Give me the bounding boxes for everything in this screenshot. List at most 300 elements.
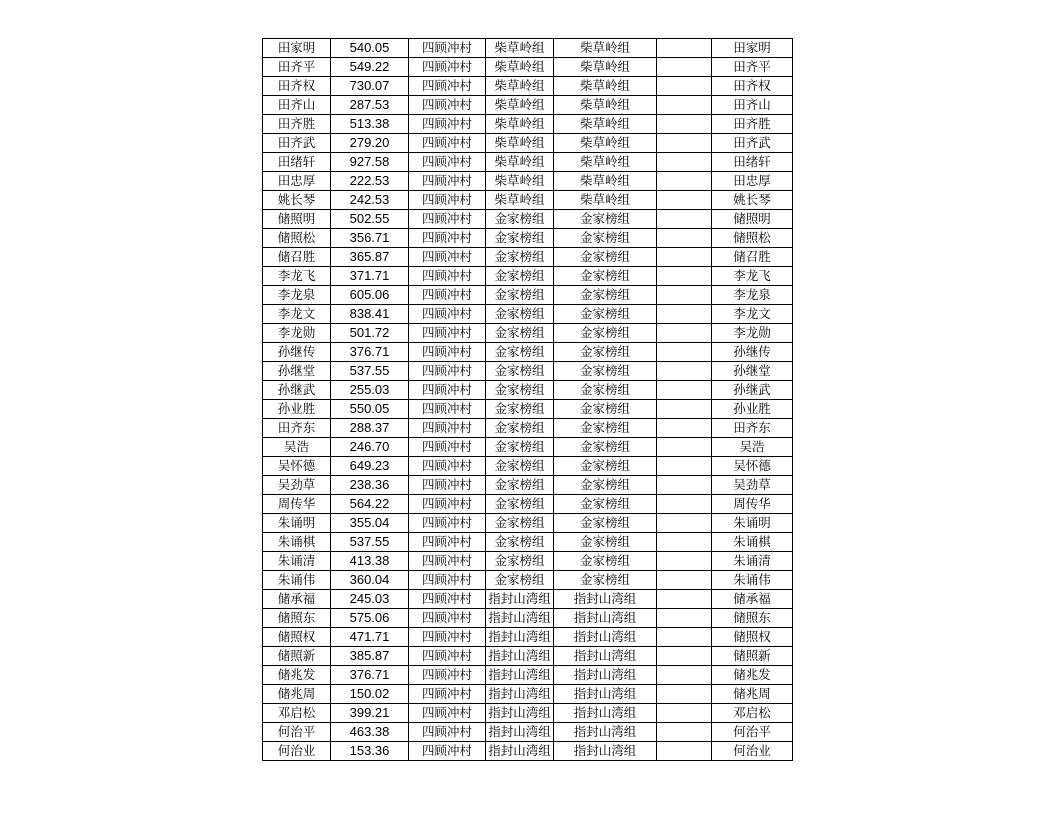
table-row: [263, 742, 793, 761]
village-cell: 四顾冲村: [409, 153, 486, 172]
area-cell: 360.04: [331, 571, 409, 590]
blank-cell: [657, 172, 712, 191]
owner-name-cell: 朱诵棋: [263, 533, 331, 552]
table-row: [263, 343, 793, 362]
owner-name-cell: 李龙泉: [263, 286, 331, 305]
owner-name-cell: 田齐东: [263, 419, 331, 438]
group-cell: 柴草岭组: [486, 39, 554, 58]
village-cell: 四顾冲村: [409, 77, 486, 96]
blank-cell: [657, 647, 712, 666]
blank-cell: [657, 305, 712, 324]
blank-cell: [657, 419, 712, 438]
owner-name-cell: 储照权: [263, 628, 331, 647]
area-cell: 550.05: [331, 400, 409, 419]
owner-name-cell: 李龙文: [263, 305, 331, 324]
village-cell: 四顾冲村: [409, 457, 486, 476]
village-cell: 四顾冲村: [409, 723, 486, 742]
blank-cell: [657, 704, 712, 723]
group-repeat-cell: 指封山湾组: [554, 704, 657, 723]
owner-name-cell: 周传华: [263, 495, 331, 514]
area-cell: 605.06: [331, 286, 409, 305]
village-cell: 四顾冲村: [409, 39, 486, 58]
table-row: [263, 438, 793, 457]
area-cell: 376.71: [331, 343, 409, 362]
owner-name-cell: 储照松: [263, 229, 331, 248]
area-cell: 287.53: [331, 96, 409, 115]
group-repeat-cell: 金家榜组: [554, 457, 657, 476]
table-row: [263, 533, 793, 552]
blank-cell: [657, 191, 712, 210]
owner-name-repeat-cell: 朱诵棋: [712, 533, 793, 552]
blank-cell: [657, 495, 712, 514]
group-cell: 金家榜组: [486, 476, 554, 495]
table-row: [263, 609, 793, 628]
table-row: [263, 628, 793, 647]
group-cell: 指封山湾组: [486, 609, 554, 628]
owner-name-cell: 田绪轩: [263, 153, 331, 172]
group-cell: 柴草岭组: [486, 96, 554, 115]
owner-name-repeat-cell: 田齐武: [712, 134, 793, 153]
table-row: [263, 248, 793, 267]
group-repeat-cell: 指封山湾组: [554, 647, 657, 666]
area-cell: 385.87: [331, 647, 409, 666]
blank-cell: [657, 457, 712, 476]
area-cell: 255.03: [331, 381, 409, 400]
group-cell: 柴草岭组: [486, 191, 554, 210]
group-repeat-cell: 金家榜组: [554, 381, 657, 400]
area-cell: 463.38: [331, 723, 409, 742]
owner-name-repeat-cell: 吴怀德: [712, 457, 793, 476]
owner-name-repeat-cell: 储召胜: [712, 248, 793, 267]
owner-name-repeat-cell: 孙继传: [712, 343, 793, 362]
village-cell: 四顾冲村: [409, 343, 486, 362]
village-cell: 四顾冲村: [409, 400, 486, 419]
group-cell: 柴草岭组: [486, 153, 554, 172]
owner-name-cell: 吴怀德: [263, 457, 331, 476]
area-cell: 246.70: [331, 438, 409, 457]
area-cell: 371.71: [331, 267, 409, 286]
table-row: [263, 419, 793, 438]
village-cell: 四顾冲村: [409, 476, 486, 495]
owner-name-repeat-cell: 邓启松: [712, 704, 793, 723]
group-cell: 金家榜组: [486, 229, 554, 248]
table-row: [263, 324, 793, 343]
owner-name-cell: 姚长琴: [263, 191, 331, 210]
table-row: [263, 381, 793, 400]
group-cell: 指封山湾组: [486, 628, 554, 647]
group-repeat-cell: 金家榜组: [554, 286, 657, 305]
area-cell: 238.36: [331, 476, 409, 495]
group-repeat-cell: 金家榜组: [554, 248, 657, 267]
owner-name-repeat-cell: 孙业胜: [712, 400, 793, 419]
group-cell: 金家榜组: [486, 495, 554, 514]
owner-name-repeat-cell: 田绪轩: [712, 153, 793, 172]
owner-name-repeat-cell: 储照松: [712, 229, 793, 248]
area-cell: 927.58: [331, 153, 409, 172]
village-cell: 四顾冲村: [409, 286, 486, 305]
owner-name-repeat-cell: 李龙勋: [712, 324, 793, 343]
village-cell: 四顾冲村: [409, 172, 486, 191]
village-cell: 四顾冲村: [409, 58, 486, 77]
area-cell: 153.36: [331, 742, 409, 761]
owner-name-repeat-cell: 孙继武: [712, 381, 793, 400]
group-cell: 金家榜组: [486, 438, 554, 457]
area-cell: 471.71: [331, 628, 409, 647]
blank-cell: [657, 343, 712, 362]
village-cell: 四顾冲村: [409, 647, 486, 666]
blank-cell: [657, 286, 712, 305]
area-cell: 356.71: [331, 229, 409, 248]
group-repeat-cell: 柴草岭组: [554, 58, 657, 77]
group-repeat-cell: 金家榜组: [554, 400, 657, 419]
blank-cell: [657, 362, 712, 381]
group-repeat-cell: 金家榜组: [554, 419, 657, 438]
group-repeat-cell: 柴草岭组: [554, 115, 657, 134]
village-cell: 四顾冲村: [409, 191, 486, 210]
group-cell: 金家榜组: [486, 419, 554, 438]
village-cell: 四顾冲村: [409, 685, 486, 704]
area-cell: 279.20: [331, 134, 409, 153]
group-cell: 指封山湾组: [486, 685, 554, 704]
table-row: [263, 704, 793, 723]
village-cell: 四顾冲村: [409, 419, 486, 438]
group-cell: 金家榜组: [486, 571, 554, 590]
group-cell: 金家榜组: [486, 457, 554, 476]
village-cell: 四顾冲村: [409, 628, 486, 647]
group-cell: 金家榜组: [486, 286, 554, 305]
area-cell: 564.22: [331, 495, 409, 514]
table-row: [263, 191, 793, 210]
table-row: [263, 115, 793, 134]
owner-name-cell: 何治业: [263, 742, 331, 761]
area-cell: 730.07: [331, 77, 409, 96]
land-registry-table: [262, 38, 793, 761]
owner-name-repeat-cell: 田齐山: [712, 96, 793, 115]
table-row: [263, 590, 793, 609]
owner-name-repeat-cell: 储照明: [712, 210, 793, 229]
group-repeat-cell: 金家榜组: [554, 362, 657, 381]
owner-name-cell: 孙继传: [263, 343, 331, 362]
owner-name-cell: 储召胜: [263, 248, 331, 267]
area-cell: 540.05: [331, 39, 409, 58]
group-repeat-cell: 指封山湾组: [554, 609, 657, 628]
group-cell: 柴草岭组: [486, 115, 554, 134]
group-cell: 金家榜组: [486, 305, 554, 324]
village-cell: 四顾冲村: [409, 438, 486, 457]
group-repeat-cell: 金家榜组: [554, 229, 657, 248]
group-cell: 柴草岭组: [486, 134, 554, 153]
group-repeat-cell: 金家榜组: [554, 533, 657, 552]
owner-name-cell: 田忠厚: [263, 172, 331, 191]
blank-cell: [657, 590, 712, 609]
group-cell: 指封山湾组: [486, 666, 554, 685]
blank-cell: [657, 115, 712, 134]
table-row: [263, 134, 793, 153]
blank-cell: [657, 96, 712, 115]
owner-name-cell: 田齐胜: [263, 115, 331, 134]
table-row: [263, 400, 793, 419]
area-cell: 649.23: [331, 457, 409, 476]
group-repeat-cell: 指封山湾组: [554, 666, 657, 685]
group-repeat-cell: 金家榜组: [554, 495, 657, 514]
owner-name-cell: 朱诵明: [263, 514, 331, 533]
group-cell: 金家榜组: [486, 514, 554, 533]
blank-cell: [657, 153, 712, 172]
area-cell: 513.38: [331, 115, 409, 134]
village-cell: 四顾冲村: [409, 704, 486, 723]
group-repeat-cell: 柴草岭组: [554, 153, 657, 172]
group-cell: 金家榜组: [486, 248, 554, 267]
group-repeat-cell: 金家榜组: [554, 324, 657, 343]
village-cell: 四顾冲村: [409, 666, 486, 685]
blank-cell: [657, 609, 712, 628]
group-repeat-cell: 金家榜组: [554, 438, 657, 457]
group-cell: 指封山湾组: [486, 590, 554, 609]
group-cell: 金家榜组: [486, 381, 554, 400]
group-cell: 金家榜组: [486, 343, 554, 362]
owner-name-cell: 李龙勋: [263, 324, 331, 343]
table-row: [263, 723, 793, 742]
group-repeat-cell: 金家榜组: [554, 343, 657, 362]
owner-name-cell: 储照新: [263, 647, 331, 666]
group-repeat-cell: 柴草岭组: [554, 134, 657, 153]
owner-name-cell: 储照东: [263, 609, 331, 628]
area-cell: 365.87: [331, 248, 409, 267]
table-row: [263, 514, 793, 533]
group-cell: 金家榜组: [486, 210, 554, 229]
blank-cell: [657, 533, 712, 552]
owner-name-cell: 李龙飞: [263, 267, 331, 286]
table-row: [263, 39, 793, 58]
owner-name-repeat-cell: 储照权: [712, 628, 793, 647]
blank-cell: [657, 210, 712, 229]
owner-name-cell: 吴浩: [263, 438, 331, 457]
area-cell: 399.21: [331, 704, 409, 723]
group-repeat-cell: 柴草岭组: [554, 191, 657, 210]
area-cell: 549.22: [331, 58, 409, 77]
owner-name-cell: 储兆发: [263, 666, 331, 685]
blank-cell: [657, 742, 712, 761]
group-repeat-cell: 金家榜组: [554, 571, 657, 590]
blank-cell: [657, 229, 712, 248]
blank-cell: [657, 571, 712, 590]
area-cell: 242.53: [331, 191, 409, 210]
blank-cell: [657, 324, 712, 343]
owner-name-cell: 孙继堂: [263, 362, 331, 381]
owner-name-repeat-cell: 吴劲草: [712, 476, 793, 495]
village-cell: 四顾冲村: [409, 552, 486, 571]
table-body: [263, 39, 793, 761]
blank-cell: [657, 514, 712, 533]
owner-name-repeat-cell: 李龙文: [712, 305, 793, 324]
table-row: [263, 571, 793, 590]
blank-cell: [657, 381, 712, 400]
blank-cell: [657, 628, 712, 647]
blank-cell: [657, 267, 712, 286]
owner-name-cell: 何治平: [263, 723, 331, 742]
blank-cell: [657, 666, 712, 685]
area-cell: 222.53: [331, 172, 409, 191]
village-cell: 四顾冲村: [409, 495, 486, 514]
table-row: [263, 77, 793, 96]
group-repeat-cell: 指封山湾组: [554, 742, 657, 761]
owner-name-repeat-cell: 朱诵清: [712, 552, 793, 571]
owner-name-repeat-cell: 周传华: [712, 495, 793, 514]
blank-cell: [657, 248, 712, 267]
group-cell: 柴草岭组: [486, 77, 554, 96]
group-cell: 金家榜组: [486, 533, 554, 552]
owner-name-repeat-cell: 田齐东: [712, 419, 793, 438]
owner-name-repeat-cell: 姚长琴: [712, 191, 793, 210]
table-row: [263, 552, 793, 571]
owner-name-cell: 邓启松: [263, 704, 331, 723]
blank-cell: [657, 39, 712, 58]
area-cell: 501.72: [331, 324, 409, 343]
owner-name-repeat-cell: 田齐权: [712, 77, 793, 96]
owner-name-cell: 田齐武: [263, 134, 331, 153]
village-cell: 四顾冲村: [409, 248, 486, 267]
group-repeat-cell: 指封山湾组: [554, 723, 657, 742]
owner-name-cell: 孙业胜: [263, 400, 331, 419]
owner-name-repeat-cell: 储照东: [712, 609, 793, 628]
table-row: [263, 647, 793, 666]
owner-name-repeat-cell: 朱诵明: [712, 514, 793, 533]
village-cell: 四顾冲村: [409, 590, 486, 609]
village-cell: 四顾冲村: [409, 229, 486, 248]
group-cell: 指封山湾组: [486, 704, 554, 723]
owner-name-cell: 朱诵伟: [263, 571, 331, 590]
table-row: [263, 58, 793, 77]
area-cell: 288.37: [331, 419, 409, 438]
blank-cell: [657, 723, 712, 742]
table-row: [263, 362, 793, 381]
owner-name-repeat-cell: 储照新: [712, 647, 793, 666]
table-row: [263, 267, 793, 286]
owner-name-repeat-cell: 吴浩: [712, 438, 793, 457]
owner-name-cell: 田齐平: [263, 58, 331, 77]
group-repeat-cell: 柴草岭组: [554, 77, 657, 96]
group-repeat-cell: 指封山湾组: [554, 628, 657, 647]
owner-name-repeat-cell: 田忠厚: [712, 172, 793, 191]
table-row: [263, 172, 793, 191]
village-cell: 四顾冲村: [409, 324, 486, 343]
group-cell: 金家榜组: [486, 267, 554, 286]
village-cell: 四顾冲村: [409, 267, 486, 286]
blank-cell: [657, 134, 712, 153]
owner-name-cell: 田齐山: [263, 96, 331, 115]
group-cell: 金家榜组: [486, 552, 554, 571]
group-repeat-cell: 柴草岭组: [554, 96, 657, 115]
owner-name-cell: 吴劲草: [263, 476, 331, 495]
owner-name-repeat-cell: 李龙飞: [712, 267, 793, 286]
group-cell: 金家榜组: [486, 400, 554, 419]
area-cell: 150.02: [331, 685, 409, 704]
owner-name-repeat-cell: 田齐平: [712, 58, 793, 77]
village-cell: 四顾冲村: [409, 210, 486, 229]
owner-name-repeat-cell: 储兆发: [712, 666, 793, 685]
owner-name-repeat-cell: 田家明: [712, 39, 793, 58]
table-row: [263, 229, 793, 248]
area-cell: 575.06: [331, 609, 409, 628]
group-cell: 柴草岭组: [486, 58, 554, 77]
table-row: [263, 210, 793, 229]
group-cell: 指封山湾组: [486, 723, 554, 742]
blank-cell: [657, 476, 712, 495]
owner-name-repeat-cell: 储承福: [712, 590, 793, 609]
group-repeat-cell: 金家榜组: [554, 305, 657, 324]
group-cell: 指封山湾组: [486, 742, 554, 761]
group-repeat-cell: 指封山湾组: [554, 685, 657, 704]
table-row: [263, 153, 793, 172]
blank-cell: [657, 552, 712, 571]
group-repeat-cell: 金家榜组: [554, 552, 657, 571]
area-cell: 355.04: [331, 514, 409, 533]
table-row: [263, 286, 793, 305]
area-cell: 838.41: [331, 305, 409, 324]
owner-name-cell: 田齐权: [263, 77, 331, 96]
group-repeat-cell: 柴草岭组: [554, 39, 657, 58]
blank-cell: [657, 77, 712, 96]
table-row: [263, 305, 793, 324]
blank-cell: [657, 438, 712, 457]
area-cell: 376.71: [331, 666, 409, 685]
area-cell: 502.55: [331, 210, 409, 229]
village-cell: 四顾冲村: [409, 381, 486, 400]
group-repeat-cell: 金家榜组: [554, 210, 657, 229]
village-cell: 四顾冲村: [409, 305, 486, 324]
group-cell: 金家榜组: [486, 324, 554, 343]
group-cell: 金家榜组: [486, 362, 554, 381]
owner-name-repeat-cell: 田齐胜: [712, 115, 793, 134]
table-row: [263, 476, 793, 495]
area-cell: 537.55: [331, 533, 409, 552]
owner-name-repeat-cell: 储兆周: [712, 685, 793, 704]
owner-name-cell: 储照明: [263, 210, 331, 229]
table-row: [263, 495, 793, 514]
village-cell: 四顾冲村: [409, 609, 486, 628]
village-cell: 四顾冲村: [409, 571, 486, 590]
village-cell: 四顾冲村: [409, 115, 486, 134]
table-row: [263, 457, 793, 476]
group-repeat-cell: 金家榜组: [554, 267, 657, 286]
owner-name-cell: 朱诵清: [263, 552, 331, 571]
area-cell: 245.03: [331, 590, 409, 609]
group-repeat-cell: 金家榜组: [554, 476, 657, 495]
village-cell: 四顾冲村: [409, 362, 486, 381]
owner-name-repeat-cell: 朱诵伟: [712, 571, 793, 590]
area-cell: 537.55: [331, 362, 409, 381]
owner-name-repeat-cell: 李龙泉: [712, 286, 793, 305]
owner-name-repeat-cell: 何治业: [712, 742, 793, 761]
village-cell: 四顾冲村: [409, 96, 486, 115]
group-cell: 柴草岭组: [486, 172, 554, 191]
village-cell: 四顾冲村: [409, 134, 486, 153]
village-cell: 四顾冲村: [409, 742, 486, 761]
village-cell: 四顾冲村: [409, 514, 486, 533]
blank-cell: [657, 58, 712, 77]
group-repeat-cell: 金家榜组: [554, 514, 657, 533]
group-repeat-cell: 指封山湾组: [554, 590, 657, 609]
table-row: [263, 685, 793, 704]
village-cell: 四顾冲村: [409, 533, 486, 552]
group-cell: 指封山湾组: [486, 647, 554, 666]
blank-cell: [657, 685, 712, 704]
owner-name-cell: 孙继武: [263, 381, 331, 400]
table-row: [263, 666, 793, 685]
owner-name-cell: 田家明: [263, 39, 331, 58]
table-row: [263, 96, 793, 115]
owner-name-repeat-cell: 孙继堂: [712, 362, 793, 381]
